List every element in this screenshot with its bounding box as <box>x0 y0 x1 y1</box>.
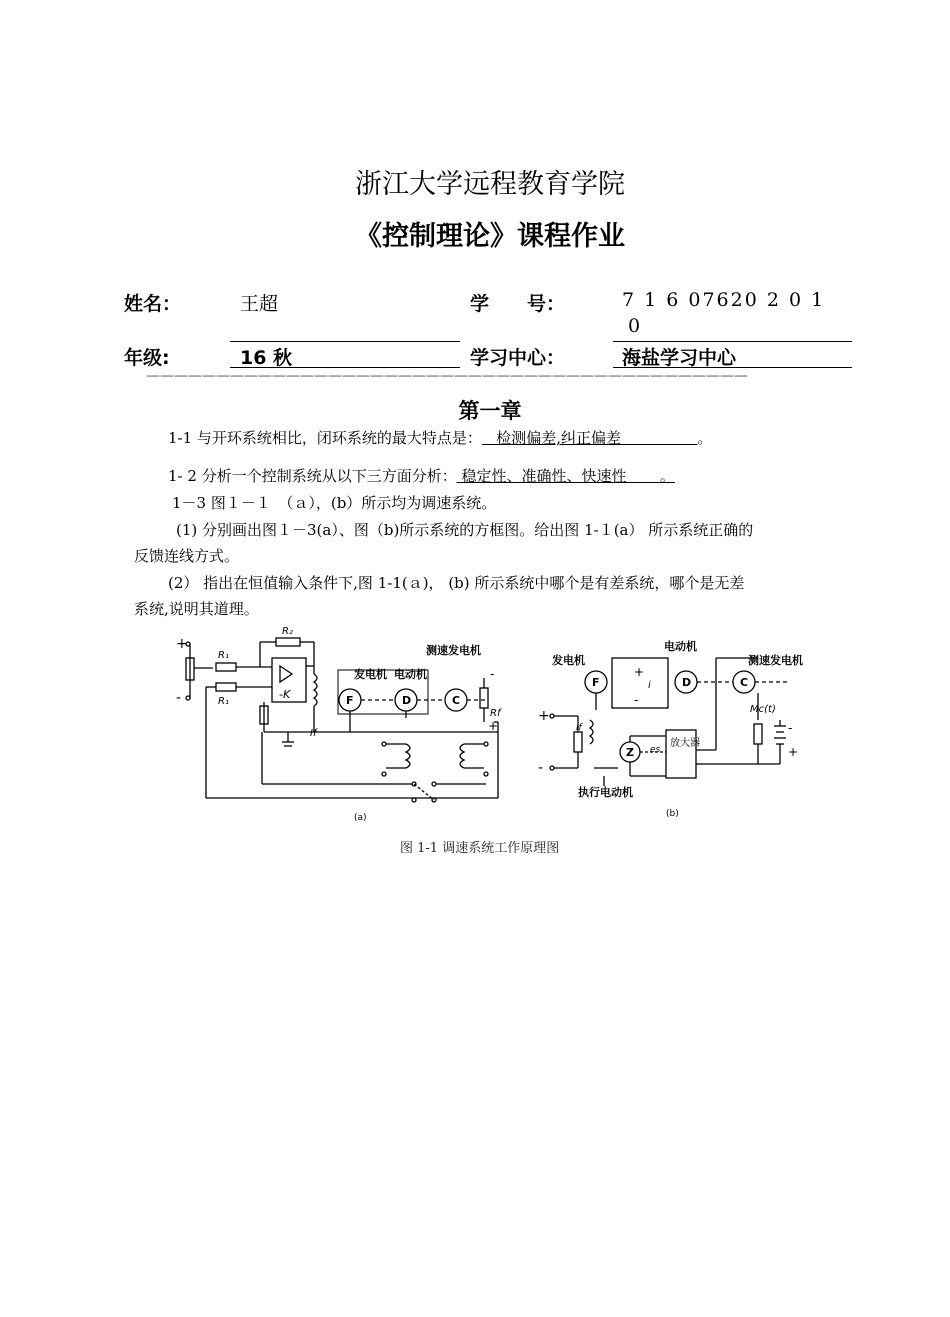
q2-prefix: 1- 2 分析一个控制系统从以下三方面分析： <box>168 467 457 485</box>
name-value: 王超 <box>240 293 279 315</box>
figure-caption: 图 1-1 调速系统工作原理图 <box>400 841 560 856</box>
b-motor-letter: D <box>682 676 692 689</box>
question-1-3-2-line1: (2） 指出在恒值输入条件下,图 1-1(ａ)， (b) 所示系统中哪个是有差系统，哪个是无差 <box>168 574 745 592</box>
b-feedback-resistor <box>754 724 762 744</box>
a-tacho-letter: C <box>452 694 461 707</box>
question-1-3-1-line1: (1) 分别画出图１－3(a）、图（b)所示系统的方框图。给出图 1-１(a） 所示系统正确的 <box>176 521 754 539</box>
b-loop-minus: - <box>634 693 639 707</box>
a-resistor-r2 <box>276 638 300 646</box>
a-plus-terminal: + <box>176 636 188 652</box>
b-es-label: es <box>650 745 661 755</box>
b-amplifier-label: 放大器 <box>670 738 700 749</box>
a-generator-label: 发电机 <box>354 668 387 681</box>
b-input-plus: + <box>538 708 550 724</box>
name-underline <box>230 341 460 342</box>
b-generator-label: 发电机 <box>552 654 585 667</box>
id-underline <box>613 341 852 342</box>
b-sub-label: (b) <box>666 809 679 819</box>
question-1-3-1-line2: 反馈连线方式。 <box>134 547 240 565</box>
a-if-label: If <box>310 728 317 739</box>
id-value-wrap: 0 <box>628 315 641 337</box>
grade-value: 16 秋 <box>240 347 293 369</box>
a-rf-plus: + <box>488 719 499 733</box>
a-tacho-label: 测速发电机 <box>426 644 481 657</box>
a-motor-label: 电动机 <box>394 668 427 681</box>
question-1-3-2-line2: 系统,说明其道理。 <box>134 600 259 618</box>
q1-end: 。 <box>697 429 713 447</box>
id-label: 学 号： <box>470 293 566 315</box>
q1-answer: 检测偏差,纠正偏差 <box>481 429 698 447</box>
q2-answer: 稳定性、准确性、快速性 。 <box>456 467 675 485</box>
question-1-1 <box>168 427 712 448</box>
grade-label: 年级: <box>124 347 170 369</box>
chapter-title: 第一章 <box>458 399 522 423</box>
a-motor-letter: D <box>402 694 412 707</box>
a-sub-label: (a) <box>354 813 367 823</box>
name-label: 姓名： <box>124 293 182 315</box>
institution-title: 浙江大学远程教育学院 <box>355 169 625 200</box>
b-actuator-label: 执行电动机 <box>578 786 633 799</box>
question-1-2 <box>168 465 675 486</box>
a-resistor-r1-bottom <box>216 683 236 691</box>
a-gen-letter: F <box>346 694 354 707</box>
a-resistor-rf <box>480 688 488 708</box>
b-tacho-label: 测速发电机 <box>748 654 803 667</box>
id-value: 7 1 6 07620 2 0 1 <box>622 289 826 311</box>
figure-b-circuit <box>538 640 828 825</box>
b-loop-plus: + <box>634 665 645 679</box>
a-r2-label: R₂ <box>282 626 293 637</box>
q1-prefix: 1-1 与开环系统相比，闭环系统的最大特点是： <box>168 429 482 447</box>
b-tacho-letter: C <box>740 676 749 689</box>
a-resistor-r1-top <box>216 663 236 671</box>
a-minus-terminal: - <box>176 690 182 706</box>
b-input-minus: - <box>538 760 544 776</box>
a-rf-label: Rf <box>490 708 501 719</box>
a-r1-label: R₁ <box>218 650 229 661</box>
a-r1-label-2: R₁ <box>218 696 229 707</box>
a-field-coil <box>314 674 317 706</box>
b-motor-label: 电动机 <box>664 640 697 653</box>
b-battery-plus: + <box>788 745 799 759</box>
b-actuator-letter: Z <box>626 746 634 759</box>
center-value: 海盐学习中心 <box>622 347 737 369</box>
a-rf-minus: - <box>490 667 495 681</box>
b-battery-minus: - <box>788 721 793 735</box>
course-title: 《控制理论》课程作业 <box>355 221 625 252</box>
b-gen-letter: F <box>592 676 600 689</box>
figure-a-circuit <box>168 618 528 828</box>
b-mc-label: Mc(t) <box>750 704 776 715</box>
separator-line: ——————————————————————————————————————————— <box>146 368 748 384</box>
b-input-potentiometer <box>574 732 582 752</box>
a-amp-gain: -K <box>279 688 291 701</box>
center-label: 学习中心： <box>470 347 566 369</box>
question-1-3: 1－3 图１－１ （ａ），(b）所示均为调速系统。 <box>172 494 497 512</box>
b-if-label: if <box>576 723 582 733</box>
b-current-label: i <box>648 680 651 691</box>
